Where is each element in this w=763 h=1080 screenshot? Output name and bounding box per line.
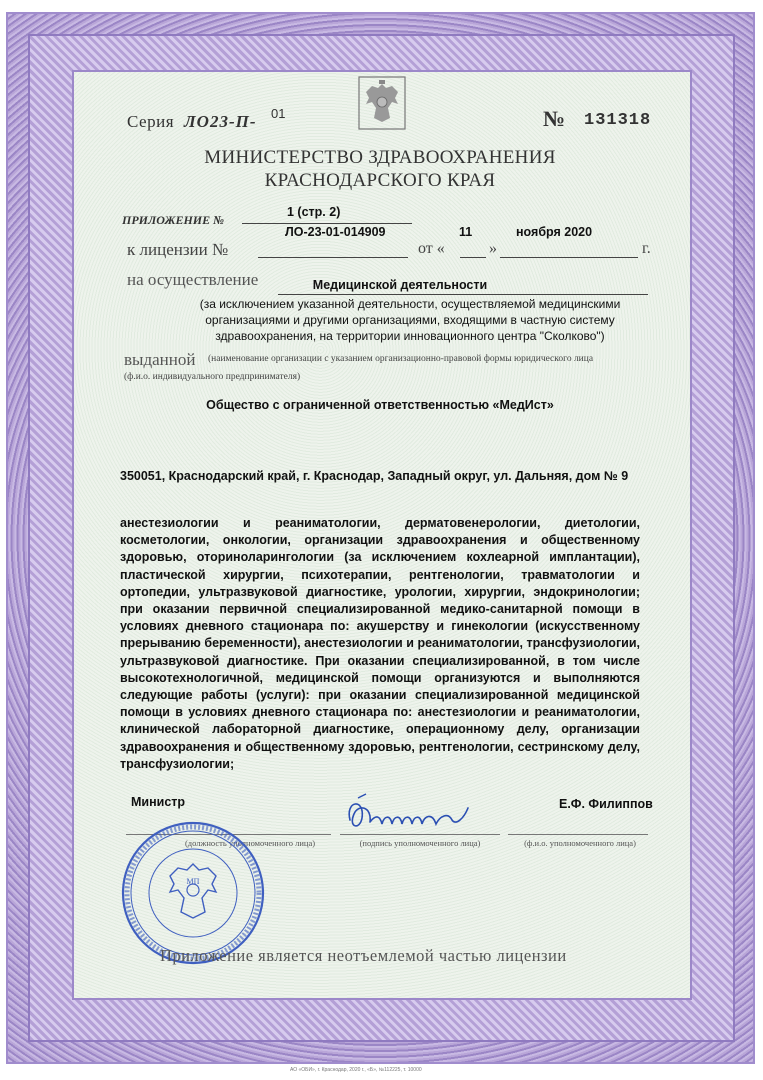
authority-line-2: КРАСНОДАРСКОГО КРАЯ (264, 170, 496, 191)
signatory-name: Е.Ф. Филиппов (559, 797, 653, 811)
name-underline (508, 834, 648, 835)
caption-signature: (подпись уполномоченного лица) (359, 838, 481, 848)
license-day: 11 (459, 225, 473, 239)
footer-note: Приложение является неотъемлемой частью лицензии (160, 946, 567, 965)
number-sign: № (543, 106, 566, 131)
svg-text:МП: МП (186, 877, 200, 886)
date-from-label: от « (418, 240, 445, 257)
license-label: к лицензии № (127, 240, 229, 259)
printer-imprint: АО «ОБИ», г. Краснодар, 2020 г., «Б», №112225, т. 10000 (290, 1067, 422, 1073)
series-code: ЛО23-П- (184, 112, 257, 131)
handwritten-signature (340, 790, 490, 845)
series-label: Серия (127, 112, 175, 131)
license-form-number: 131318 (584, 111, 652, 130)
issued-hint-line-2: (ф.и.о. индивидуального предпринимателя) (124, 372, 301, 382)
appendix-underline (242, 223, 412, 224)
issued-hint-line-1: (наименование организации с указанием организационно-правовой формы юридического лица (208, 354, 594, 364)
series-suffix: 01 (271, 106, 286, 121)
day-underline (460, 257, 486, 258)
date-close-quote: » (489, 240, 497, 257)
signatory-position: Министр (131, 795, 186, 809)
appendix-label: ПРИЛОЖЕНИЕ № (122, 213, 225, 227)
license-month-year: ноября 2020 (516, 225, 593, 239)
issued-label: выданной (124, 350, 196, 369)
services-list: анестезиологии и реаниматологии, дерматовенерологии, диетологии, косметологии, онкологии, организации здравоохранения и общественному здоровью, оториноларингологии (за исключением кохлеарной имплантации), пластической хирургии, психотерапии, рентгенологии, травматологии и ортопедии, ультразвуковой диагностике, урологии, хирургии, эндокринологии; при оказании первичной специализированной медико-санитарной помощи в условиях дневного стационара по: акушерству и гинекологии (искусственному прерыванию беременности), анестезиологии и реаниматологии, трансфузиологии, ультразвуковой диагностике. При оказании специализированной, в том числе высокотехнологичной, медицинской помощи организуются и выполняются следующие работы (услуги): при оказании специализированной медицинской помощи в условиях дневного стационара по: анестезиологии и реаниматологии, клинической лабораторной диагностике, операционному делу, организации здравоохранения и общественному здоровью, рентгенологии, сестринскому делу, трансфузиологии; (120, 516, 640, 771)
caption-position: (должность уполномоченного лица) (184, 838, 316, 848)
activity-underline (278, 294, 648, 295)
activity-label: на осуществление (127, 270, 259, 289)
activity-description: (за исключением указанной деятельности, осуществляемой медицинскими организациями и другими организациями, входящими в частную систему здравоохранения, на территории инновационного центра "Сколково") (199, 297, 621, 343)
organization-name: Общество с ограниченной ответственностью «МедИст» (206, 398, 554, 412)
organization-address: 350051, Краснодарский край, г. Краснодар, Западный округ, ул. Дальняя, дом № 9 (120, 469, 629, 483)
authority-line-1: МИНИСТЕРСТВО ЗДРАВООХРАНЕНИЯ (204, 147, 556, 168)
year-suffix: г. (642, 240, 651, 257)
coat-of-arms-icon (358, 76, 406, 130)
activity-title: Медицинской деятельности (312, 278, 488, 292)
license-number-underline (258, 257, 408, 258)
month-underline (500, 257, 638, 258)
caption-name: (ф.и.о. уполномоченного лица) (524, 838, 636, 848)
appendix-value: 1 (стр. 2) (287, 205, 341, 219)
issuing-authority (110, 146, 650, 192)
license-number: ЛО-23-01-014909 (285, 225, 386, 239)
